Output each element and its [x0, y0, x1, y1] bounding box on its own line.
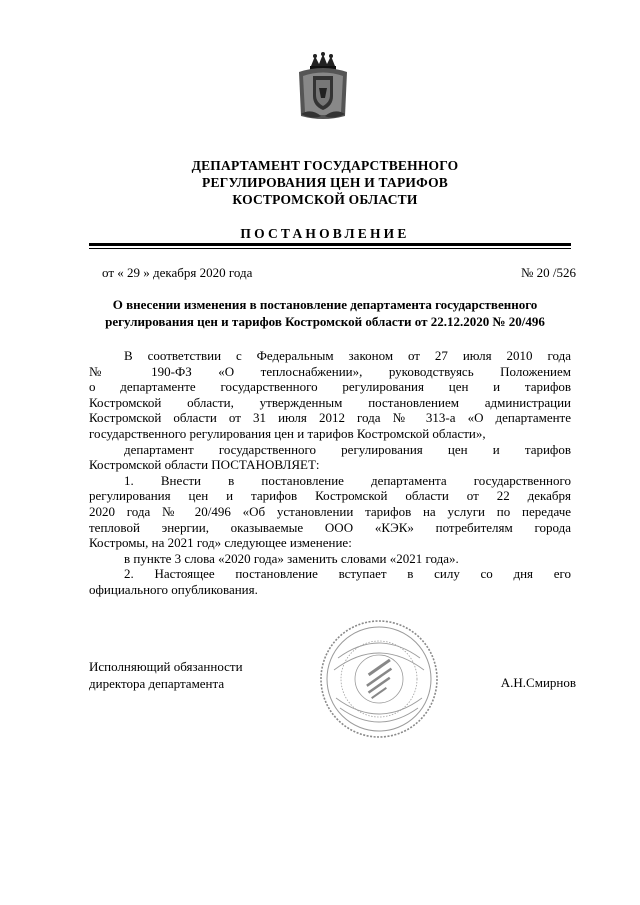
para1-line-5: Костромской области от 31 июля 2012 года № 313-а «О департаменте: [89, 410, 571, 426]
title-line-1: О внесении изменения в постановление департамента государственного: [112, 297, 538, 312]
paragraph-item-2: [89, 566, 571, 597]
para2-line-2: Костромской области ПОСТАНОВЛЯЕТ:: [89, 457, 320, 473]
title-line-2: регулирования цен и тарифов Костромской области от 22.12.2020 № 20/496: [105, 314, 545, 329]
para3-line-3: 2020 года № 20/496 «Об установлении тарифов на услуги по передаче: [89, 503, 571, 519]
signatory-position-line-1: Исполняющий обязанности: [89, 659, 243, 674]
para3-line-1: 1. Внести в постановление департамента государственного: [124, 472, 571, 488]
para3-line-5: Костромы, на 2021 год» следующее изменение:: [89, 535, 352, 551]
signatory-name: А.Н.Смирнов: [500, 675, 576, 690]
department-line-2: РЕГУЛИРОВАНИЯ ЦЕН И ТАРИФОВ: [202, 175, 448, 190]
department-line-1: ДЕПАРТАМЕНТ ГОСУДАРСТВЕННОГО: [191, 158, 459, 173]
document-title: [80, 296, 570, 330]
document-type-heading: ПОСТАНОВЛЕНИЕ: [240, 226, 410, 241]
para1-line-6: государственного регулирования цен и тарифов Костромской области»,: [89, 425, 486, 441]
para1-line-3: о департаменте государственного регулирования цен и тарифов: [89, 379, 571, 395]
para5-line-1: 2. Настоящее постановление вступает в силу со дня его: [124, 566, 571, 582]
document-body: [89, 348, 571, 598]
document-number: № 20 /526: [520, 265, 576, 280]
para1-line-4: Костромской области, утвержденным постановлением администрации: [89, 394, 571, 410]
official-seal-stamp: [318, 618, 440, 740]
para1-line-1: В соответствии с Федеральным законом от 27 июля 2010 года: [124, 348, 571, 363]
paragraph-change: [89, 551, 571, 567]
para3-line-2: регулирования цен и тарифов Костромской области от 22 декабря: [89, 488, 571, 504]
header-divider-thin: [89, 248, 571, 249]
para4-line-1: в пункте 3 слова «2020 года» заменить словами «2021 года».: [124, 550, 459, 566]
document-date: от « 29 » декабря 2020 года: [102, 265, 253, 280]
paragraph-resolves: [89, 442, 571, 473]
department-line-3: КОСТРОМСКОЙ ОБЛАСТИ: [232, 192, 418, 207]
header-divider-thick: [89, 243, 571, 246]
para1-line-2: № 190-ФЗ «О теплоснабжении», руководствуясь Положением: [89, 363, 571, 379]
para5-line-2: официального опубликования.: [89, 581, 258, 597]
paragraph-item-1: [89, 473, 571, 551]
signatory-position-line-2: директора департамента: [89, 676, 225, 691]
department-name: [80, 157, 570, 208]
paragraph-legal-basis: [89, 348, 571, 442]
signatory-position: [89, 658, 243, 692]
coat-of-arms-emblem: [297, 52, 349, 122]
para2-line-1: департамент государственного регулирования цен и тарифов: [124, 441, 571, 457]
para3-line-4: тепловой энергии, оказываемые ООО «КЭК» потребителям города: [89, 519, 571, 535]
